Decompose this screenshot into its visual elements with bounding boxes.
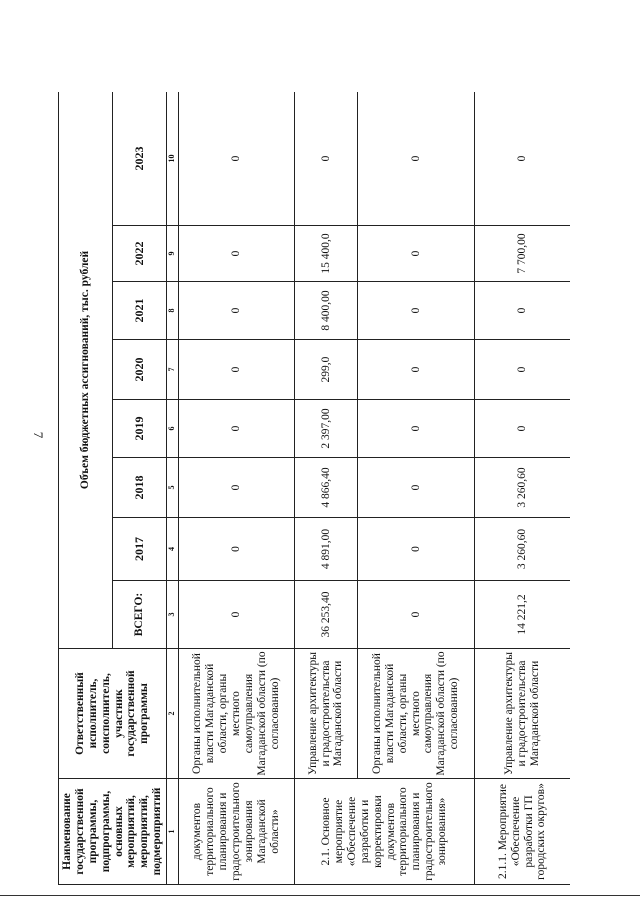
column-number: 4 [167, 518, 179, 581]
row-name: 2.1.1. Мероприятие «Обеспечение разработки ГП городских округов» [475, 779, 571, 885]
row-value: 36 253,40 [295, 581, 358, 649]
row-name: 2.1. Основное мероприятие «Обеспечение разработки и корректировки документов территориального планирования и градостроительного зонирования» [295, 779, 475, 885]
row-value: 4 891,00 [295, 518, 358, 581]
row-value: 0 [475, 282, 571, 340]
row-value: 0 [179, 92, 295, 226]
header-name: Наименование государственной программы, подпрограммы, основных мероприятий, мероприятий, подмероприятий [59, 779, 167, 885]
rotated-page-content [58, 92, 570, 885]
table-row [179, 92, 295, 885]
column-number: 2 [167, 649, 179, 779]
row-value: 0 [295, 92, 358, 226]
row-value: 0 [358, 226, 475, 282]
header-total: ВСЕГО: [113, 581, 167, 649]
row-value: 0 [358, 581, 475, 649]
row-executor: Органы исполнительной власти Магаданской области, органы местного самоуправления Магаданской области (по согласованию) [358, 649, 475, 779]
budget-allocation-table [58, 92, 570, 885]
row-value: 0 [475, 92, 571, 226]
row-value: 0 [358, 518, 475, 581]
row-value: 0 [358, 92, 475, 226]
row-value: 0 [358, 340, 475, 400]
column-number: 9 [167, 226, 179, 282]
row-value: 8 400,00 [295, 282, 358, 340]
row-executor: Управление архитектуры и градостроительства Магаданской области [475, 649, 571, 779]
header-year: 2023 [113, 92, 167, 226]
bottom-divider [0, 895, 640, 896]
header-year: 2019 [113, 400, 167, 458]
row-value: 0 [179, 458, 295, 518]
column-number-row [167, 92, 179, 885]
row-value: 299,0 [295, 340, 358, 400]
row-value: 4 866,40 [295, 458, 358, 518]
rotated-table-frame [58, 92, 570, 885]
column-number: 10 [167, 92, 179, 226]
row-value: 2 397,00 [295, 400, 358, 458]
header-year: 2021 [113, 282, 167, 340]
column-number: 6 [167, 400, 179, 458]
row-value: 0 [475, 340, 571, 400]
row-value: 0 [358, 458, 475, 518]
row-value: 0 [179, 400, 295, 458]
row-value: 0 [358, 282, 475, 340]
header-year: 2018 [113, 458, 167, 518]
row-value: 0 [179, 518, 295, 581]
row-name: документов территориального планирования и градостроительного зонирования Магаданской области» [179, 779, 295, 885]
row-value: 0 [179, 282, 295, 340]
row-value: 0 [475, 400, 571, 458]
row-value: 0 [179, 581, 295, 649]
header-year: 2017 [113, 518, 167, 581]
row-executor: Управление архитектуры и градостроительства Магаданской области [295, 649, 358, 779]
column-number: 8 [167, 282, 179, 340]
column-number: 3 [167, 581, 179, 649]
table-row [475, 92, 571, 885]
header-year: 2022 [113, 226, 167, 282]
header-executor: Ответственный исполнитель, соисполнитель, участник государственной программы [59, 649, 167, 779]
row-value: 7 700,00 [475, 226, 571, 282]
row-value: 0 [358, 400, 475, 458]
row-value: 0 [179, 226, 295, 282]
column-number: 5 [167, 458, 179, 518]
row-value: 3 260,60 [475, 518, 571, 581]
row-value: 14 221,2 [475, 581, 571, 649]
header-row-group [59, 92, 113, 885]
page-number: 7 [31, 431, 46, 439]
column-number: 7 [167, 340, 179, 400]
row-value: 3 260,60 [475, 458, 571, 518]
column-number: 1 [167, 779, 179, 885]
header-budget-group: Объем бюджетных ассигнований, тыс. рублей [59, 92, 113, 649]
row-value: 0 [179, 340, 295, 400]
table-row [358, 92, 475, 885]
row-value: 15 400,0 [295, 226, 358, 282]
table-row [295, 92, 358, 885]
header-year: 2020 [113, 340, 167, 400]
row-executor: Органы исполнительной власти Магаданской области, органы местного самоуправления Магаданской области (по согласованию) [179, 649, 295, 779]
